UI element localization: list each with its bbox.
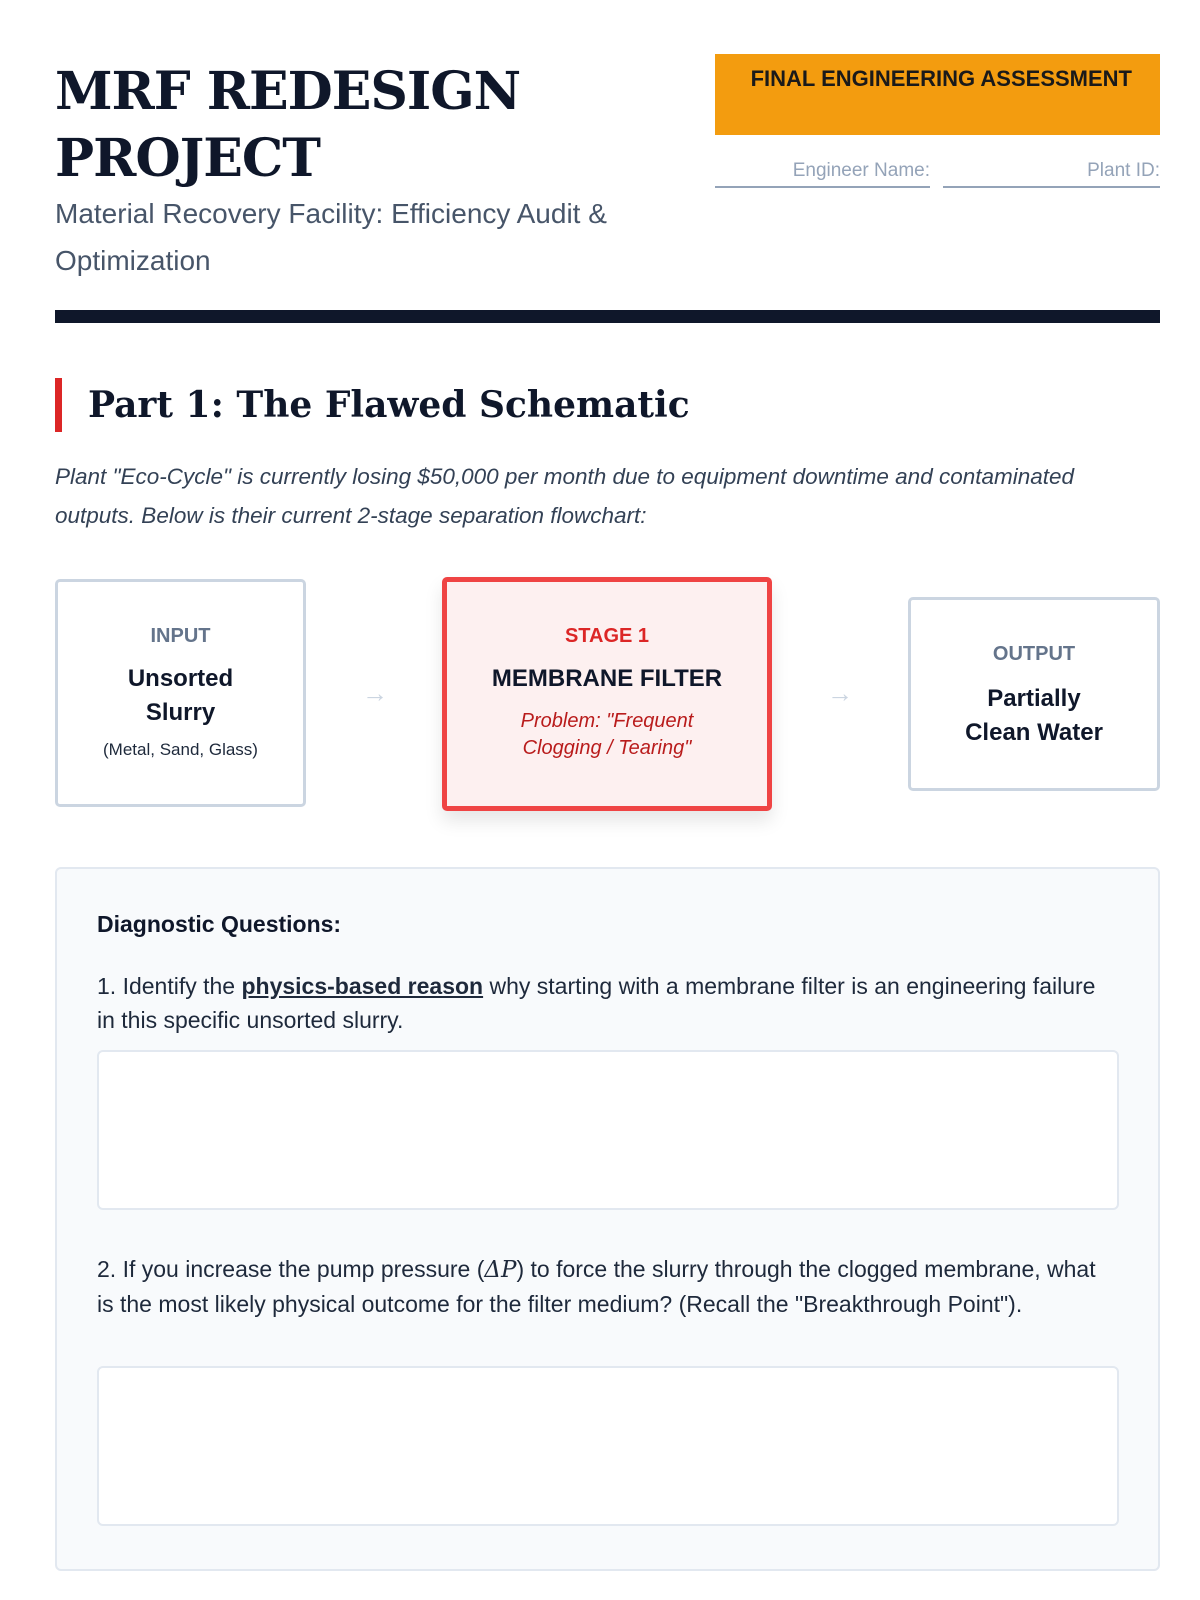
question-1-prefix: 1. Identify the bbox=[97, 973, 242, 999]
output-label: OUTPUT bbox=[992, 643, 1076, 665]
stage1-label: STAGE 1 bbox=[564, 625, 650, 647]
diagnostic-title: Diagnostic Questions: bbox=[97, 911, 342, 937]
flowchart-stage1-box bbox=[442, 577, 772, 811]
flowchart-output-box bbox=[908, 597, 1160, 791]
page-title: MRF REDESIGN PROJECT bbox=[55, 61, 521, 189]
question-2-math: ΔP bbox=[484, 1257, 517, 1283]
arrow-right-icon: → bbox=[827, 678, 853, 708]
header-divider bbox=[55, 310, 1160, 323]
engineer-name-field[interactable]: Engineer Name: bbox=[715, 158, 930, 188]
input-note: (Metal, Sand, Glass) bbox=[103, 740, 258, 759]
arrow-right-icon: → bbox=[362, 678, 388, 708]
assessment-badge: FINAL ENGINEERING ASSESSMENT bbox=[715, 54, 1160, 135]
plant-id-field[interactable]: Plant ID: bbox=[943, 158, 1160, 188]
question-1 bbox=[97, 969, 1107, 1037]
input-title: Unsorted Slurry bbox=[127, 665, 234, 726]
answer-2-field[interactable] bbox=[97, 1366, 1119, 1526]
question-1-suffix: why starting with a membrane filter is an engineering failure in this specific unsorted slurry. bbox=[97, 973, 1096, 1033]
answer-1-field[interactable] bbox=[97, 1050, 1119, 1210]
input-label: INPUT bbox=[150, 625, 211, 647]
flowchart-input-box bbox=[55, 579, 306, 807]
question-2-suffix: ) to force the slurry through the clogged membrane, what is the most likely physical outcome for the filter medium? (Recall the "Breakthrough Point"). bbox=[97, 1256, 1096, 1317]
question-1-emphasis: physics-based reason bbox=[241, 973, 484, 999]
question-2 bbox=[97, 1252, 1107, 1321]
section-accent-bar bbox=[55, 378, 62, 432]
section-heading: Part 1: The Flawed Schematic bbox=[88, 384, 690, 426]
stage1-title: MEMBRANE FILTER bbox=[491, 665, 723, 692]
diagnostic-panel bbox=[55, 867, 1160, 1571]
question-2-prefix: 2. If you increase the pump pressure ( bbox=[97, 1256, 485, 1282]
output-title: Partially Clean Water bbox=[965, 685, 1103, 746]
page-subtitle: Material Recovery Facility: Efficiency Audit & Optimization bbox=[55, 198, 607, 276]
stage1-problem: Problem: "Frequent Clogging / Tearing" bbox=[520, 710, 694, 759]
section-intro: Plant "Eco-Cycle" is currently losing $50,000 per month due to equipment downtime and contaminated outputs. Below is their current 2-stage separation flowchart: bbox=[55, 464, 1075, 528]
